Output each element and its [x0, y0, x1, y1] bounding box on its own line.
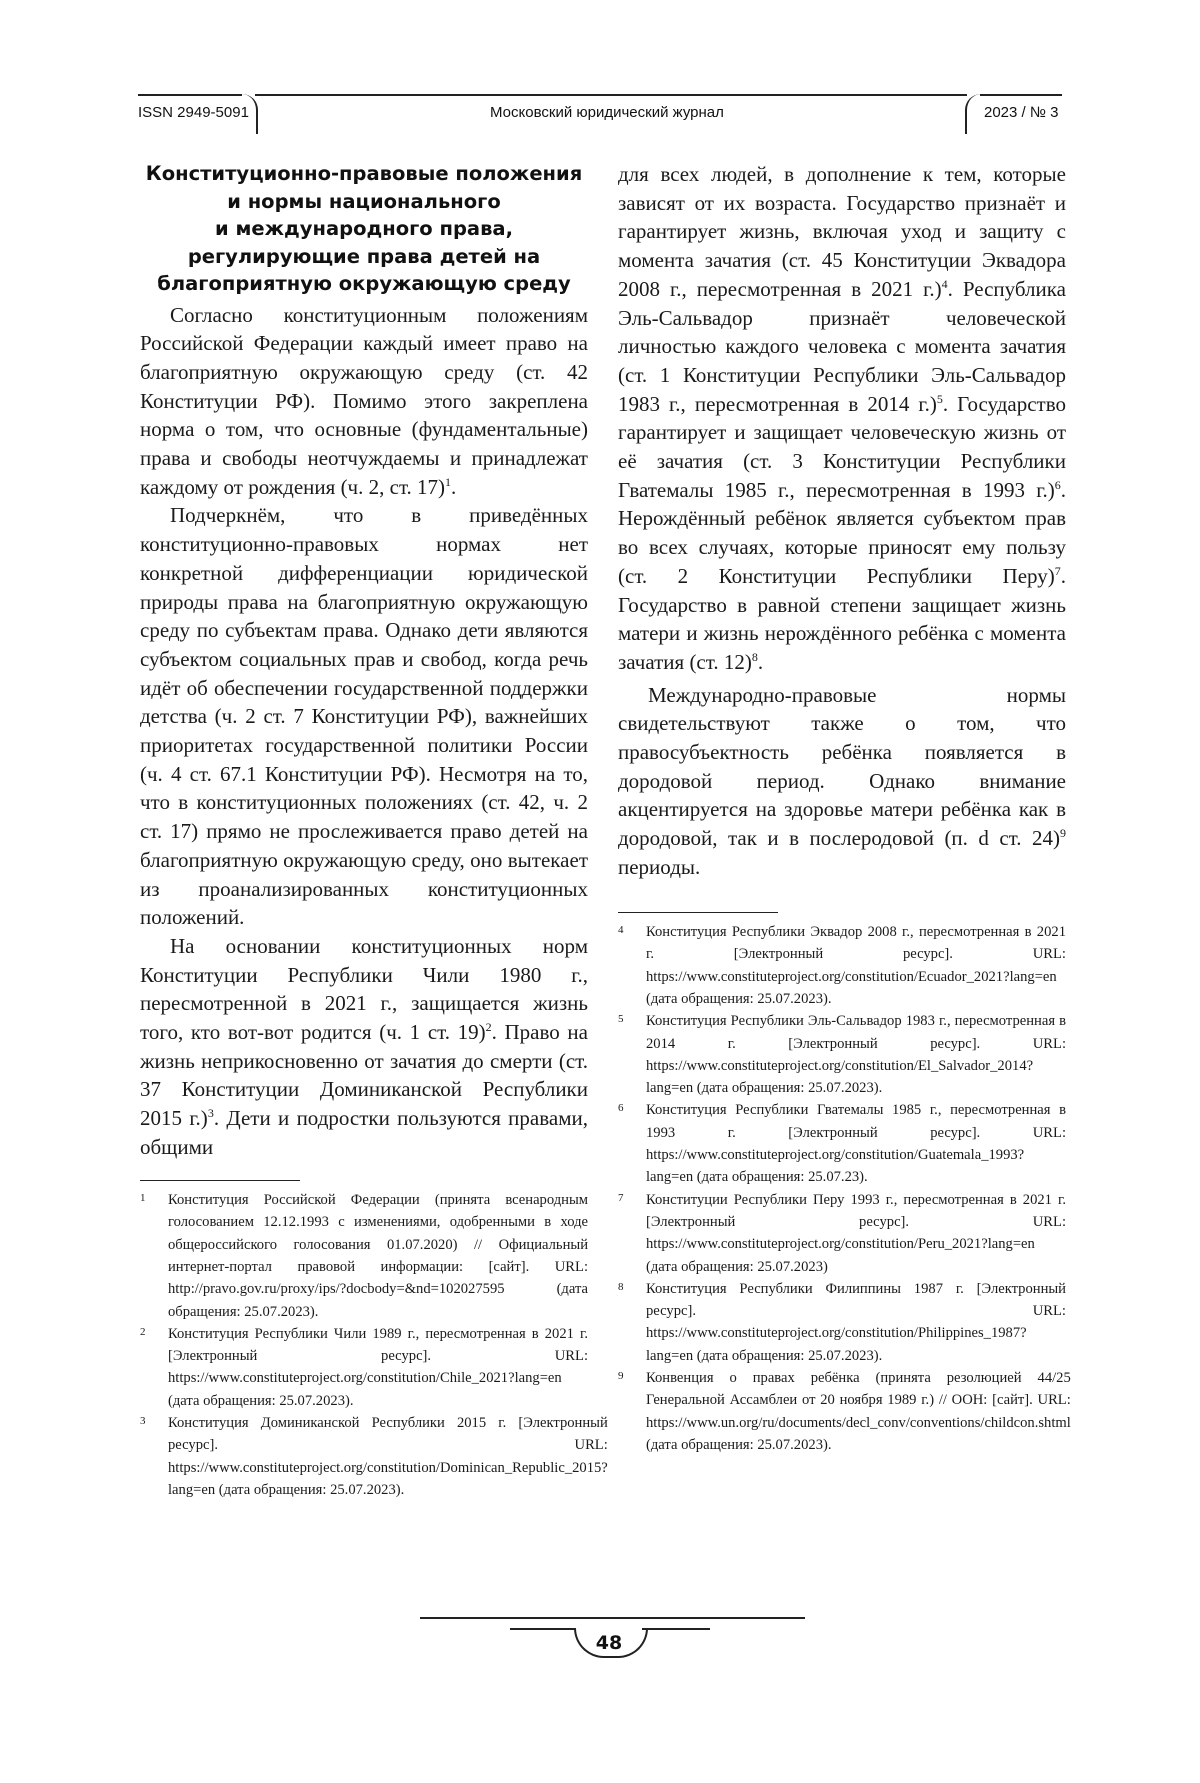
- header-rule-left: [138, 94, 242, 96]
- footer-rule-top: [420, 1617, 805, 1619]
- footnote-ref: 8: [751, 649, 758, 664]
- title-line: Конституционно-правовые положения: [145, 162, 583, 185]
- paragraph: [618, 160, 1066, 677]
- header-curve-right: [965, 94, 983, 134]
- paragraph-text: . Нерождённый ребёнок является субъектом прав во всех случаях, которые приносят ему пользу (ст. 2 Конституции Республики Перу): [618, 477, 1066, 588]
- header-rule-right: [980, 94, 1062, 96]
- left-body-text: [140, 301, 588, 1162]
- paragraph: [140, 301, 588, 502]
- paragraph-text: . Государство гарантирует и защищает человеческую жизнь от её зачатия (ст. 3 Конституции Республики Гватемалы 1985 г., пересмотренная в 1993 г.): [618, 391, 1066, 502]
- footnote-number: 9: [618, 1370, 624, 1383]
- footnote: [618, 1367, 1071, 1456]
- paragraph-text: На основании конституционных норм Конституции Республики Чили 1980 г., пересмотренной в 2021 г., защищается жизнь того, кто вот-вот родится (ч. 1 ст. 19): [140, 933, 588, 1045]
- paragraph-text: Международно-правовые нормы свидетельствуют также о том, что правосубъектность ребёнка появляется в дородовой период. Однако внимание акцентируется на здоровье матери ребёнка как в дородовой, так и в послеродовой (п. d ст. 24): [618, 682, 1066, 851]
- footnote: [140, 1189, 588, 1323]
- paragraph-text: периоды.: [618, 854, 701, 879]
- footnote: [618, 1010, 1066, 1099]
- footer-rule-right: [642, 1628, 710, 1630]
- footnote-text: Конституция Республики Эль-Сальвадор 1983 г., пересмотренная в 2014 г. [Электронный ресурс]. URL: https://www.constituteproject.org/constitution/El_Salvador_2014?lang=en (дата обращения: 25.07.2023).: [646, 1013, 1066, 1097]
- footnote-text: Конвенция о правах ребёнка (принята резолюцией 44/25 Генеральной Ассамблеи от 20 ноября 1989 г.) // ООН: [сайт]. URL: https://www.un.org/ru/documents/decl_conv/conventions/childcon.shtml (дата обращения: 25.07.2023).: [646, 1370, 1071, 1453]
- page-number: 48: [595, 1632, 623, 1654]
- footnote: [618, 1189, 1066, 1278]
- footnote-number: 6: [618, 1102, 624, 1115]
- footnote-number: 8: [618, 1280, 624, 1293]
- footnote-ref: 7: [1054, 563, 1061, 578]
- footnote-ref: 9: [1060, 826, 1066, 841]
- left-footnotes: [140, 1189, 608, 1501]
- footnote-number: 1: [140, 1192, 146, 1205]
- footnote-separator: [618, 912, 778, 914]
- paragraph-text: . Право на жизнь неприкосновенно от зачатия до смерти (ст. 37 Конституции Доминиканской Республики 2015 г.): [140, 1020, 588, 1131]
- footnote-ref: 4: [941, 276, 948, 291]
- article-title: [140, 160, 588, 298]
- footnote-number: 3: [140, 1415, 146, 1428]
- footnote: [618, 1278, 1066, 1367]
- footnote-number: 2: [140, 1325, 146, 1338]
- footnote-text: Конституция Республики Эквадор 2008 г., пересмотренная в 2021 г. [Электронный ресурс]. URL: https://www.constituteproject.org/constitution/Ecuador_2021?lang=en (дата обращения: 25.07.2023).: [646, 924, 1066, 1007]
- footnote-separator: [140, 1180, 300, 1182]
- footnote-number: 4: [618, 924, 624, 937]
- right-body-text: [618, 160, 1066, 882]
- footnote-text: Конституция Республики Гватемалы 1985 г., пересмотренная в 1993 г. [Электронный ресурс]. URL: https://www.constituteproject.org/constitution/Guatemala_1993?lang=en (дата обращения: 25.07.23).: [646, 1102, 1066, 1186]
- footnote-text: Конституция Республики Чили 1989 г., пересмотренная в 2021 г. [Электронный ресурс]. URL: https://www.constituteproject.org/constitution/Chile_2021?lang=en (дата обращения: 25.07.2023).: [168, 1325, 588, 1409]
- right-footnotes: [618, 921, 1071, 1456]
- right-column: [618, 160, 1071, 1456]
- paragraph-text: . Дети и подростки пользуются правами, общими: [140, 1106, 588, 1159]
- left-column: [140, 160, 608, 1501]
- footnote-number: 5: [618, 1013, 624, 1026]
- header-issn: ISSN 2949-5091: [138, 104, 249, 121]
- paragraph-text: Согласно конституционным положениям Российской Федерации каждый имеет право на благоприятную окружающую среду (ст. 42 Конституции РФ). Помимо этого закреплена норма о том, что основные (фундаментальные) права и свободы неотчуждаемы и принадлежат каждому от рождения (ч. 2, ст. 17): [140, 302, 588, 499]
- footnote-number: 7: [618, 1191, 624, 1204]
- header-journal-title: Московский юридический журнал: [490, 104, 724, 121]
- title-line: регулирующие права детей на: [187, 244, 541, 268]
- footnote-ref: 5: [936, 391, 943, 406]
- paragraph: [140, 932, 588, 1162]
- title-line: и международного права,: [215, 217, 513, 240]
- footnote-ref: 1: [445, 474, 452, 489]
- footnote-text: Конституция Республики Филиппины 1987 г. [Электронный ресурс]. URL: https://www.constituteproject.org/constitution/Philippines_1987?lang=en (дата обращения: 25.07.2023).: [646, 1280, 1066, 1364]
- footer-rule-left: [510, 1628, 576, 1630]
- footnote-text: Конституция Доминиканской Республики 2015 г. [Электронный ресурс]. URL: https://www.constituteproject.org/constitution/Dominican_Republic_2015?lang=en (дата обращения: 25.07.2023).: [168, 1415, 608, 1498]
- title-line: благоприятную окружающую среду: [157, 272, 571, 295]
- title-line: и нормы национального: [227, 189, 501, 213]
- footnote: [140, 1323, 588, 1412]
- footnote-text: Конституция Российской Федерации (принята всенародным голосованием 12.12.1993 с изменениями, одобренными в ходе общероссийского голосования 01.07.2020) // Официальный интернет-портал правовой информации: [сайт]. URL: http://pravo.gov.ru/proxy/ips/?docbody=&nd=102027595 (дата обращения: 25.07.2023).: [168, 1192, 588, 1320]
- footnote: [618, 921, 1066, 1010]
- paragraph-end: .: [451, 474, 457, 499]
- paragraph-end: .: [757, 649, 764, 674]
- paragraph-text: . Республика Эль-Сальвадор признаёт человеческой личностью каждого человека с момента зачатия (ст. 1 Конституции Республики Эль-Сальвадор 1983 г., пересмотренная в 2014 г.): [618, 276, 1066, 416]
- footnote-ref: 6: [1054, 477, 1061, 492]
- footnote-ref: 3: [207, 1106, 214, 1121]
- footnote-text: Конституции Республики Перу 1993 г., пересмотренная в 2021 г. [Электронный ресурс]. URL: https://www.constituteproject.org/constitution/Peru_2021?lang=en (дата обращения: 25.07.2023): [646, 1191, 1066, 1275]
- footnote: [140, 1412, 608, 1501]
- paragraph: [618, 681, 1066, 882]
- paragraph-text: . Государство в равной степени защищает жизнь матери и жизнь нерождённого ребёнка с момента зачатия (ст. 12): [618, 563, 1066, 674]
- header-rule-center: [255, 94, 967, 96]
- footnote: [618, 1099, 1066, 1188]
- paragraph: Подчеркнём, что в приведённых конституционно-правовых нормах нет конкретной дифференциации юридической природы права на благоприятную окружающую среду по субъектам права. Однако дети являются субъектом социальных прав и свобод, когда речь идёт об обеспечении государственной поддержки детства (ч. 2 ст. 7 Конституции РФ), важнейших приоритетах государственной политики России (ч. 4 ст. 67.1 Конституции РФ). Несмотря на то, что в конституционных положениях (ст. 42, ч. 2 ст. 17) прямо не прослеживается право детей на благоприятную окружающую среду, оно вытекает из проанализированных конституционных положений.: [140, 503, 588, 930]
- footnote-ref: 2: [485, 1020, 492, 1035]
- header-issue: 2023 / № 3: [984, 104, 1059, 121]
- paragraph-text: для всех людей, в дополнение к тем, которые зависят от их возраста. Государство признаёт и гарантирует жизнь, включая уход и защиту с момента зачатия (ст. 45 Конституции Эквадора 2008 г., пересмотренная в 2021 г.): [618, 162, 1066, 301]
